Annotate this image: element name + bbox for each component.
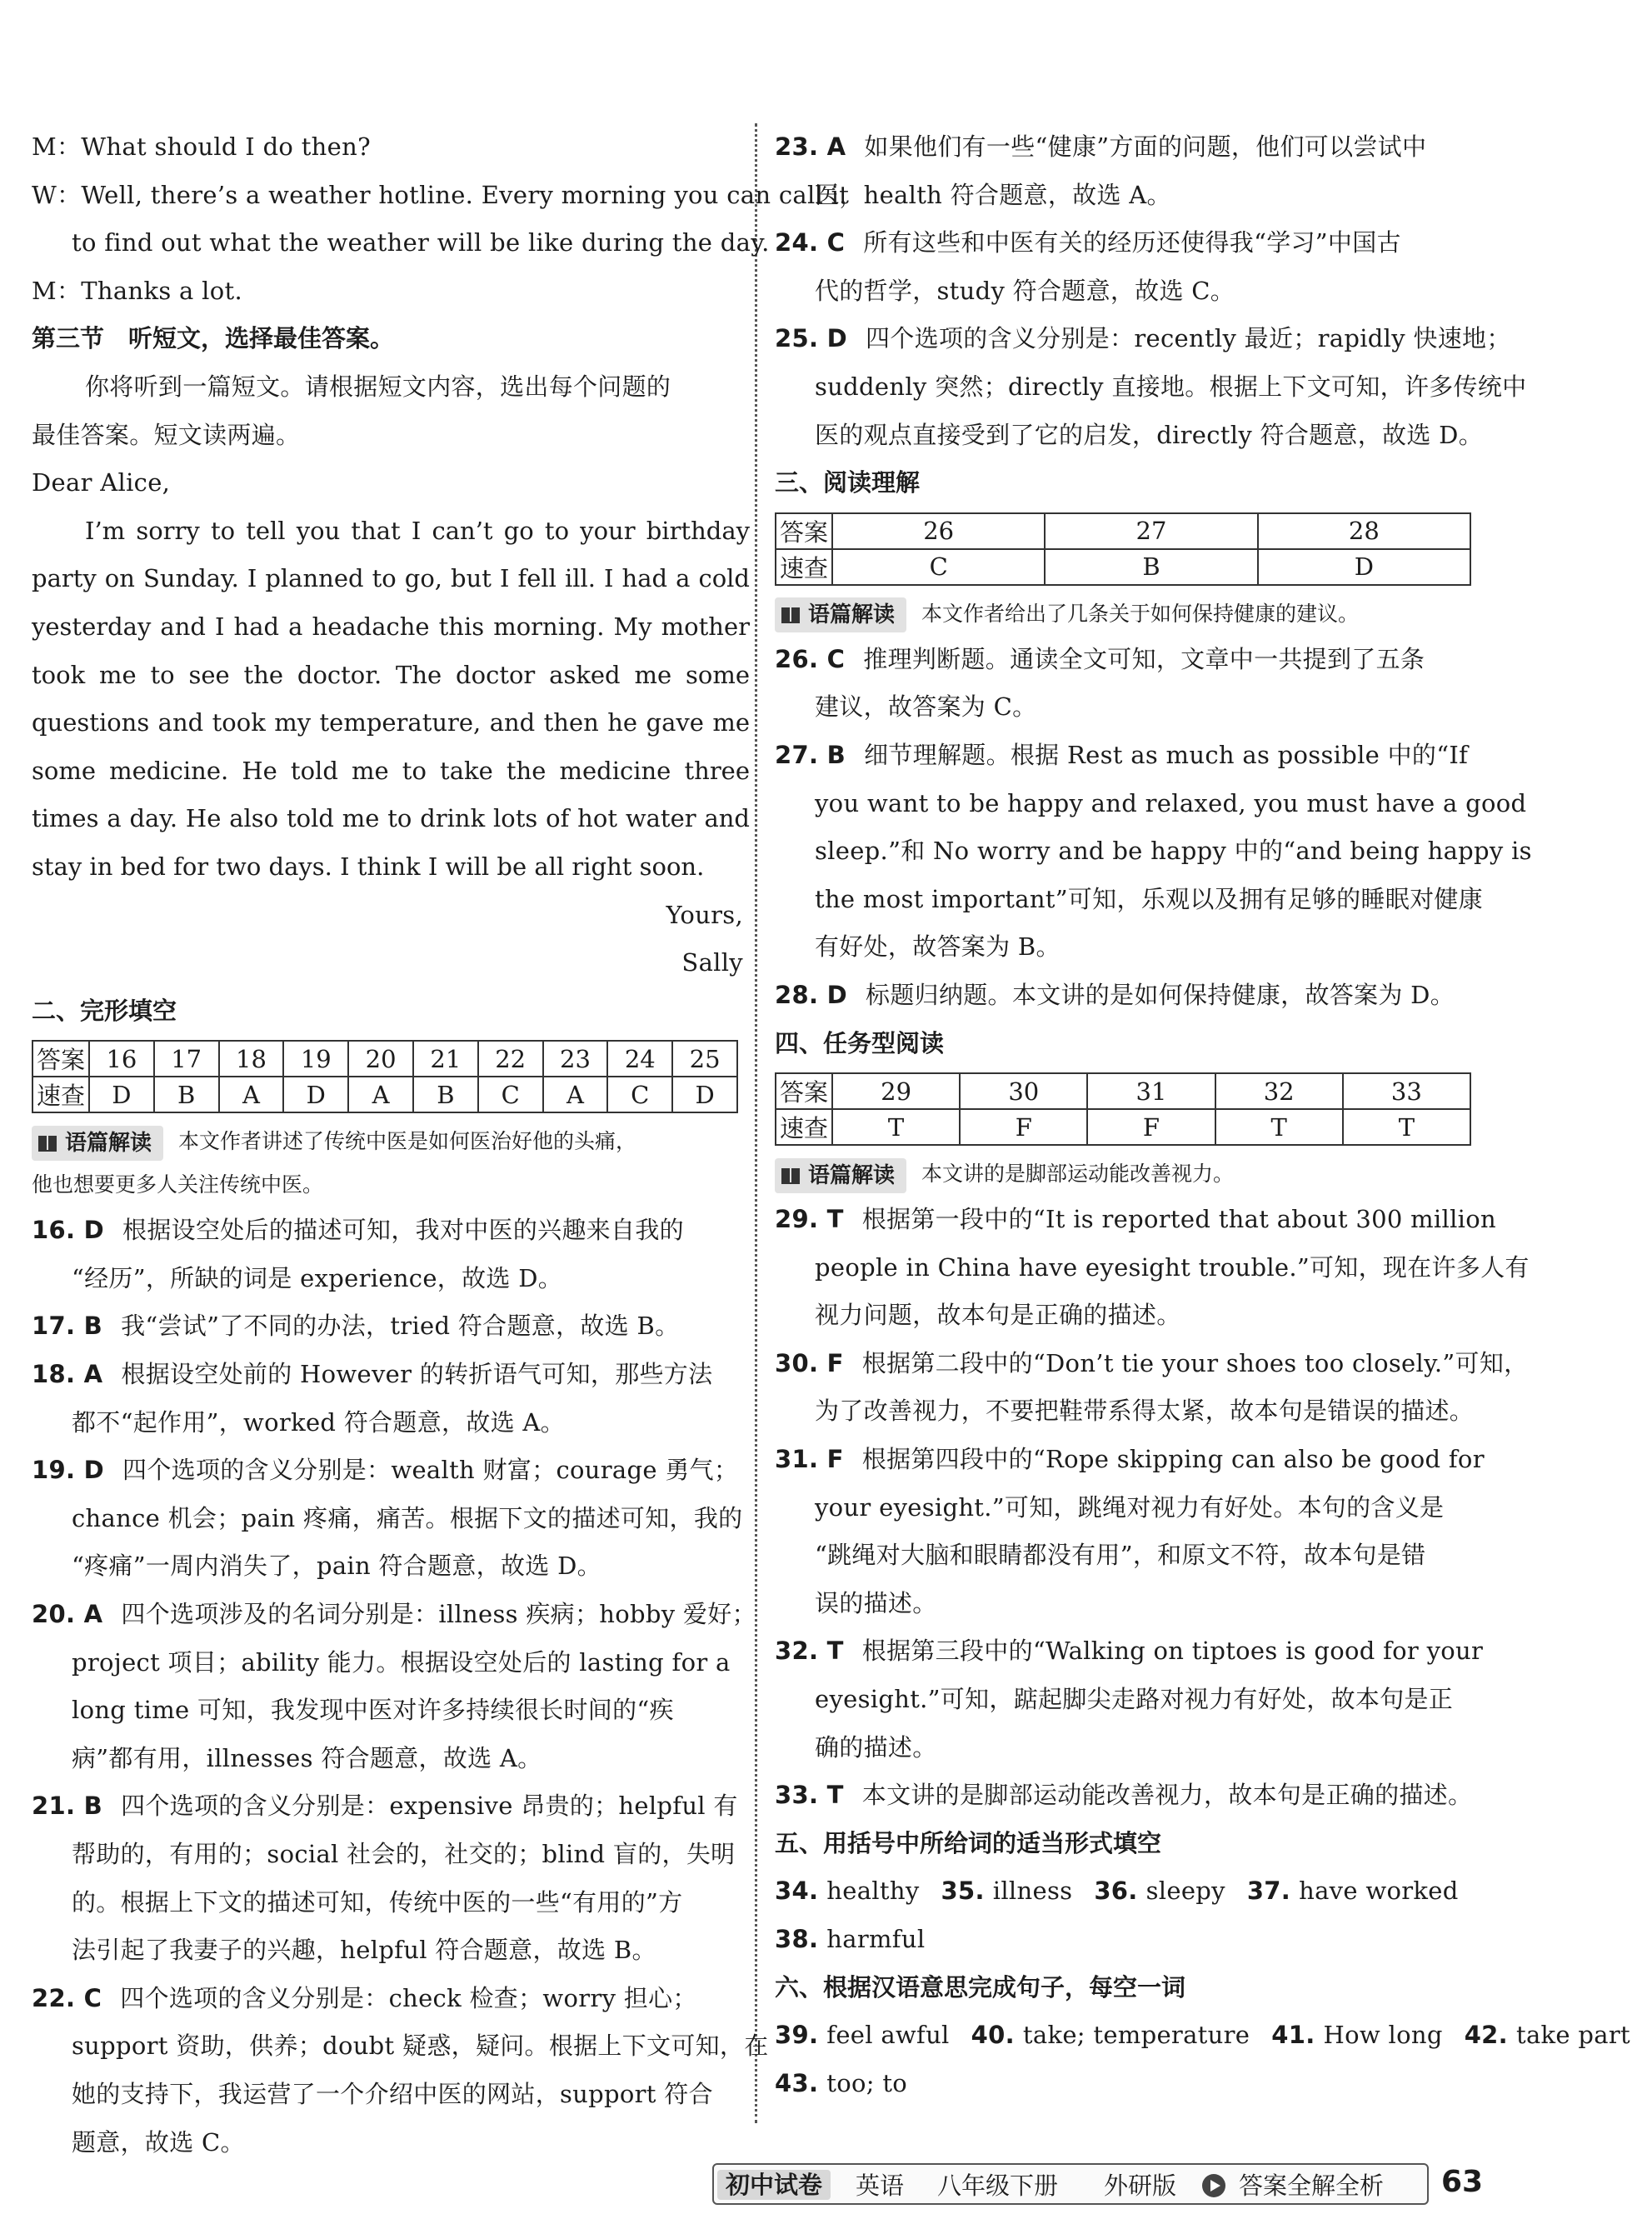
question-number-cell: 21 bbox=[413, 1041, 478, 1077]
explanation-line bbox=[32, 1782, 750, 1831]
question-number-cell: 22 bbox=[478, 1041, 543, 1077]
play-icon bbox=[1201, 2173, 1226, 2198]
answer-cell: F bbox=[1087, 1109, 1215, 1145]
short-answer bbox=[775, 2021, 950, 2049]
explanation-text: the most important”可知，乐观以及拥有足够的睡眠对健康 bbox=[815, 884, 1483, 913]
dialogue-line: M：What should I do then? bbox=[32, 132, 371, 161]
explanation-continuation bbox=[775, 267, 1488, 316]
explanation-text: 题意，故选 C。 bbox=[72, 2127, 245, 2157]
question-number: 39. bbox=[775, 2021, 819, 2050]
explanation-text: 帮助的，有用的；social 社会的，社交的；blind 盲的，失明 bbox=[72, 1840, 736, 1868]
explanation-continuation bbox=[32, 1255, 750, 1303]
question-number-cell: 33 bbox=[1343, 1073, 1470, 1109]
right-column bbox=[775, 123, 1630, 2107]
short-answer bbox=[1247, 1877, 1459, 1905]
footer-brand: 初中试卷 bbox=[717, 2170, 831, 2200]
question-number: 19. D bbox=[32, 1456, 105, 1485]
explanation-text: 本文讲的是脚部运动能改善视力，故本句是正确的描述。 bbox=[861, 1781, 1473, 1810]
question-number-cell: 23 bbox=[543, 1041, 608, 1077]
instruction-line: 最佳答案。短文读两遍。 bbox=[32, 420, 301, 449]
explanation-continuation bbox=[775, 1387, 1488, 1436]
translation-answers-line bbox=[775, 2012, 1630, 2060]
cloze-explanations bbox=[775, 123, 1527, 459]
answer-text: too; to bbox=[826, 2068, 908, 2097]
question-number: 27. B bbox=[775, 740, 846, 769]
explanation-text: 四个选项的含义分别是：expensive 昂贵的；helpful 有 bbox=[121, 1792, 738, 1821]
question-number: 35. bbox=[941, 1877, 985, 1906]
question-number-cell: 19 bbox=[283, 1041, 348, 1077]
question-number-cell: 25 bbox=[672, 1041, 737, 1077]
explanation-line bbox=[775, 1627, 1488, 1676]
reading-badge bbox=[32, 1126, 163, 1161]
table-header: 速查 bbox=[776, 1109, 832, 1145]
explanation-text: “跳绳对大脑和眼睛都没有用”，和原文不符，故本句是错 bbox=[815, 1541, 1426, 1570]
letter-greeting: Dear Alice, bbox=[32, 468, 171, 497]
explanation-continuation bbox=[775, 1580, 1488, 1628]
question-number: 33. T bbox=[775, 1781, 844, 1810]
explanation-continuation bbox=[775, 923, 1488, 972]
explanation-line bbox=[775, 636, 1488, 684]
table-header: 答案 bbox=[32, 1041, 89, 1077]
question-number-cell: 31 bbox=[1087, 1073, 1215, 1109]
explanation-text: 四个选项的含义分别是：wealth 财富；courage 勇气； bbox=[122, 1456, 739, 1485]
explanation-continuation bbox=[775, 1484, 1488, 1532]
explanation-line bbox=[32, 1975, 750, 2023]
question-number-cell: 20 bbox=[348, 1041, 413, 1077]
question-number: 36. bbox=[1094, 1877, 1138, 1906]
explanation-text: 法引起了我妻子的兴趣，helpful 符合题意，故选 B。 bbox=[72, 1936, 656, 1965]
explanation-continuation bbox=[775, 1292, 1488, 1340]
explanation-text: 医的观点直接受到了它的启发，directly 符合题意，故选 D。 bbox=[815, 420, 1484, 449]
question-number-cell: 30 bbox=[960, 1073, 1087, 1109]
reading-explanations bbox=[775, 636, 1532, 1020]
explanation-text: 四个选项的含义分别是：recently 最近；rapidly 快速地； bbox=[866, 324, 1511, 353]
answer-cell: B bbox=[413, 1077, 478, 1112]
reading-summary: 本文讲的是脚部运动能改善视力。 bbox=[921, 1162, 1235, 1187]
page-footer bbox=[712, 2162, 1554, 2205]
answer-cell: C bbox=[832, 549, 1045, 585]
section-heading: 五、用括号中所给词的适当形式填空 bbox=[775, 1828, 1162, 1857]
question-number: 43. bbox=[775, 2068, 819, 2097]
answer-cell: A bbox=[348, 1077, 413, 1112]
explanation-text: 她的支持下，我运营了一个介绍中医的网站，support 符合 bbox=[72, 2079, 713, 2108]
explanation-line bbox=[775, 123, 1488, 172]
section-heading: 三、阅读理解 bbox=[775, 468, 921, 497]
cloze-answer-table bbox=[32, 1040, 738, 1113]
explanation-text: 四个选项的含义分别是：check 检查；worry 担心； bbox=[120, 1983, 697, 2012]
reading-note bbox=[775, 592, 1488, 636]
question-number: 28. D bbox=[775, 980, 848, 1009]
question-number: 41. bbox=[1271, 2021, 1315, 2050]
question-number: 32. T bbox=[775, 1637, 844, 1666]
table-header: 答案 bbox=[776, 1073, 832, 1109]
book-icon bbox=[37, 1133, 58, 1153]
explanation-line bbox=[775, 219, 1488, 267]
question-number: 17. B bbox=[32, 1312, 103, 1341]
footer-edition: 外研版 bbox=[1104, 2172, 1177, 2200]
explanation-text: eyesight.”可知，踮起脚尖走路对视力有好处，故本句是正 bbox=[815, 1685, 1454, 1714]
explanation-continuation bbox=[775, 363, 1527, 412]
question-number: 25. D bbox=[775, 324, 848, 353]
reading-badge-label: 语篇解读 bbox=[65, 1130, 152, 1156]
explanation-continuation bbox=[775, 1676, 1488, 1724]
reading-note bbox=[32, 1120, 750, 1163]
explanation-text: 根据第四段中的“Rope skipping can also be good for bbox=[861, 1445, 1485, 1474]
task-answer-table bbox=[775, 1072, 1471, 1146]
question-number-cell: 16 bbox=[89, 1041, 154, 1077]
explanation-continuation bbox=[32, 1639, 750, 1687]
question-number-cell: 28 bbox=[1258, 513, 1470, 549]
explanation-text: sleep.”和 No worry and be happy 中的“and being happy is bbox=[815, 837, 1532, 866]
explanation-text: suddenly 突然；directly 直接地。根据上下文可知，许多传统中 bbox=[815, 372, 1527, 401]
explanation-continuation bbox=[32, 1927, 750, 1975]
question-number: 24. C bbox=[775, 228, 846, 257]
explanation-continuation bbox=[775, 172, 1488, 220]
explanation-continuation bbox=[775, 876, 1488, 924]
fill-answers-line bbox=[775, 1867, 1488, 1916]
question-number: 18. A bbox=[32, 1360, 103, 1389]
explanation-text: “疼痛”一周内消失了，pain 符合题意，故选 D。 bbox=[72, 1552, 601, 1581]
short-answer bbox=[1465, 2021, 1630, 2049]
explanation-continuation bbox=[32, 1399, 750, 1447]
question-number-cell: 18 bbox=[219, 1041, 284, 1077]
explanation-text: 建议，故答案为 C。 bbox=[815, 692, 1037, 722]
answer-text: have worked bbox=[1299, 1877, 1459, 1906]
answer-text: take part bbox=[1515, 2021, 1630, 2050]
question-number: 22. C bbox=[32, 1983, 102, 2012]
answer-cell: D bbox=[672, 1077, 737, 1112]
answer-text: take; temperature bbox=[1022, 2021, 1250, 2050]
footer-subject: 英语 bbox=[856, 2172, 905, 2200]
explanation-continuation bbox=[32, 1879, 750, 1927]
reading-badge-label: 语篇解读 bbox=[808, 1162, 896, 1188]
explanation-text: 四个选项涉及的名词分别是：illness 疾病；hobby 爱好； bbox=[121, 1600, 756, 1629]
explanation-text: 的。根据上下文的描述可知，传统中医的一些“有用的”方 bbox=[72, 1887, 683, 1917]
answer-cell: C bbox=[607, 1077, 672, 1112]
explanation-line bbox=[32, 1302, 750, 1351]
footer-title: 答案全解全析 bbox=[1239, 2172, 1385, 2200]
letter-signature: Sally bbox=[681, 948, 743, 977]
explanation-text: 根据设空处后的描述可知，我对中医的兴趣来自我的 bbox=[122, 1216, 684, 1245]
question-number: 40. bbox=[971, 2021, 1015, 2050]
explanation-text: 视力问题，故本句是正确的描述。 bbox=[815, 1301, 1181, 1330]
book-icon bbox=[780, 605, 801, 625]
question-number-cell: 17 bbox=[154, 1041, 219, 1077]
short-answer bbox=[941, 1877, 1073, 1905]
section-heading: 四、任务型阅读 bbox=[775, 1028, 945, 1057]
book-icon bbox=[780, 1166, 801, 1186]
explanation-line bbox=[32, 1447, 750, 1495]
explanation-continuation bbox=[775, 780, 1527, 828]
dialogue-line: W：Well, there’s a weather hotline. Every morning you can call it bbox=[32, 180, 850, 209]
answer-cell: D bbox=[283, 1077, 348, 1112]
explanation-text: “经历”，所缺的词是 experience，故选 D。 bbox=[72, 1263, 563, 1292]
answer-text: How long bbox=[1323, 2021, 1443, 2050]
short-answer bbox=[775, 2069, 907, 2097]
question-number: 37. bbox=[1246, 1877, 1291, 1906]
question-number: 23. A bbox=[775, 132, 846, 161]
explanation-text: 推理判断题。通读全文可知，文章中一共提到了五条 bbox=[863, 644, 1425, 673]
reading-badge-label: 语篇解读 bbox=[808, 602, 896, 628]
explanation-line bbox=[32, 1591, 756, 1639]
translation-answers-line bbox=[775, 2060, 1488, 2108]
explanation-line bbox=[775, 1772, 1488, 1820]
letter-body: I’m sorry to tell you that I can’t go to your birthday party on Sunday. I planned to go, but I fell ill. I had a cold yesterday and I had a headache this morning. My mother took me to see the doctor. The doctor asked me some questions and took my temperature, and then he gave me some medicine. He told me to take the medicine three times a day. He also told me to drink lots of hot water and stay in bed for two days. I think I will be all right soon. bbox=[32, 516, 750, 881]
explanation-continuation bbox=[32, 2022, 769, 2071]
answer-cell: D bbox=[89, 1077, 154, 1112]
explanation-text: 标题归纳题。本文讲的是如何保持健康，故答案为 D。 bbox=[866, 980, 1455, 1009]
question-number: 30. F bbox=[775, 1348, 844, 1377]
explanation-line bbox=[775, 732, 1488, 780]
answer-text: healthy bbox=[826, 1877, 920, 1906]
explanation-text: 根据第三段中的“Walking on tiptoes is good for your bbox=[861, 1637, 1484, 1666]
explanation-continuation bbox=[775, 412, 1488, 460]
explanation-text: 所有这些和中医有关的经历还使得我“学习”中国古 bbox=[863, 228, 1401, 257]
explanation-line bbox=[32, 1207, 750, 1255]
explanation-line bbox=[775, 1340, 1529, 1388]
answer-cell: C bbox=[478, 1077, 543, 1112]
explanation-continuation bbox=[32, 1831, 750, 1879]
explanation-line bbox=[775, 1196, 1496, 1244]
explanation-text: 根据第二段中的“Don’t tie your shoes too closely.”可知， bbox=[861, 1348, 1529, 1377]
explanation-continuation bbox=[32, 1542, 750, 1591]
explanation-text: 如果他们有一些“健康”方面的问题，他们可以尝试中 bbox=[864, 132, 1427, 161]
explanation-text: 代的哲学，study 符合题意，故选 C。 bbox=[815, 276, 1235, 305]
instruction-line: 你将听到一篇短文。请根据短文内容，选出每个问题的 bbox=[85, 372, 671, 401]
question-number: 31. F bbox=[775, 1445, 844, 1474]
answer-text: illness bbox=[992, 1877, 1073, 1906]
question-number: 21. B bbox=[32, 1792, 103, 1821]
explanation-line bbox=[775, 972, 1488, 1020]
explanation-text: chance 机会；pain 疼痛，痛苦。根据下文的描述可知，我的 bbox=[72, 1503, 743, 1532]
explanation-text: 根据设空处前的 However 的转折语气可知，那些方法 bbox=[121, 1360, 713, 1389]
section-heading: 六、根据汉语意思完成句子，每空一词 bbox=[775, 1972, 1186, 2002]
answer-cell: T bbox=[1215, 1109, 1343, 1145]
answer-cell: F bbox=[960, 1109, 1087, 1145]
reading-note bbox=[775, 1152, 1488, 1196]
cloze-explanations bbox=[32, 1207, 769, 2167]
table-header: 答案 bbox=[776, 513, 832, 549]
explanation-text: 确的描述。 bbox=[815, 1732, 937, 1762]
explanation-text: 医，health 符合题意，故选 A。 bbox=[815, 180, 1171, 209]
explanation-text: 细节理解题。根据 Rest as much as possible 中的“If bbox=[864, 740, 1469, 769]
reading-summary: 本文作者讲述了传统中医是如何医治好他的头痛， bbox=[178, 1129, 637, 1154]
reading-badge bbox=[775, 597, 906, 632]
explanation-text: long time 可知，我发现中医对许多持续很长时间的“疾 bbox=[72, 1696, 674, 1725]
question-number: 34. bbox=[775, 1877, 819, 1906]
explanation-text: 误的描述。 bbox=[815, 1588, 937, 1617]
section-heading: 第三节 听短文，选择最佳答案。 bbox=[32, 324, 395, 353]
explanation-text: 都不“起作用”，worked 符合题意，故选 A。 bbox=[72, 1407, 565, 1437]
explanation-line bbox=[775, 315, 1511, 363]
reading-badge bbox=[775, 1158, 906, 1193]
answer-cell: A bbox=[543, 1077, 608, 1112]
page-number: 63 bbox=[1441, 2165, 1484, 2199]
explanation-line bbox=[775, 1436, 1488, 1484]
footer-bar bbox=[712, 2163, 1429, 2205]
explanation-continuation bbox=[775, 1244, 1530, 1292]
question-number: 38. bbox=[775, 1925, 819, 1953]
explanation-continuation bbox=[775, 827, 1532, 876]
question-number: 42. bbox=[1464, 2021, 1508, 2050]
question-number-cell: 32 bbox=[1215, 1073, 1343, 1109]
task-explanations bbox=[775, 1196, 1530, 1820]
reading-summary: 他也想要更多人关注传统中医。 bbox=[32, 1172, 324, 1197]
explanation-continuation bbox=[775, 683, 1488, 732]
dialogue-line: M：Thanks a lot. bbox=[32, 276, 242, 305]
table-header: 速查 bbox=[32, 1077, 89, 1112]
question-number: 26. C bbox=[775, 644, 846, 673]
footer-grade: 八年级下册 bbox=[937, 2172, 1059, 2200]
column-divider bbox=[755, 123, 757, 2123]
explanation-text: 根据第一段中的“It is reported that about 300 million bbox=[861, 1205, 1496, 1234]
fill-answers-line bbox=[775, 1916, 1488, 1964]
question-number-cell: 29 bbox=[832, 1073, 960, 1109]
question-number-cell: 27 bbox=[1045, 513, 1257, 549]
short-answer bbox=[775, 1925, 925, 1953]
question-number-cell: 24 bbox=[607, 1041, 672, 1077]
explanation-continuation bbox=[775, 1532, 1488, 1580]
explanation-continuation bbox=[32, 1735, 750, 1783]
answer-cell: D bbox=[1258, 549, 1470, 585]
explanation-text: 有好处，故答案为 B。 bbox=[815, 932, 1061, 962]
explanation-continuation bbox=[32, 1495, 750, 1543]
answer-cell: A bbox=[219, 1077, 284, 1112]
answer-text: feel awful bbox=[826, 2021, 950, 2050]
reading-answer-table bbox=[775, 512, 1471, 586]
answer-cell: B bbox=[1045, 549, 1257, 585]
question-number: 20. A bbox=[32, 1600, 103, 1629]
answer-cell: T bbox=[832, 1109, 960, 1145]
letter-closing: Yours, bbox=[666, 900, 743, 929]
short-answer bbox=[971, 2021, 1250, 2049]
explanation-line bbox=[32, 1351, 750, 1399]
section-heading: 二、完形填空 bbox=[32, 996, 177, 1025]
table-header: 速查 bbox=[776, 549, 832, 585]
question-number: 16. D bbox=[32, 1216, 105, 1245]
explanation-continuation bbox=[32, 2119, 750, 2167]
reading-summary: 本文作者给出了几条关于如何保持健康的建议。 bbox=[921, 601, 1360, 626]
answer-cell: T bbox=[1343, 1109, 1470, 1145]
explanation-text: 为了改善视力，不要把鞋带系得太紧，故本句是错误的描述。 bbox=[815, 1397, 1475, 1426]
explanation-continuation bbox=[775, 1724, 1488, 1772]
explanation-text: 病”都有用，illnesses 符合题意，故选 A。 bbox=[72, 1743, 542, 1772]
dialogue-line: to find out what the weather will be like during the day. bbox=[72, 228, 770, 257]
short-answer bbox=[775, 1877, 920, 1905]
short-answer bbox=[1094, 1877, 1225, 1905]
question-number: 29. T bbox=[775, 1205, 844, 1234]
question-number-cell: 26 bbox=[832, 513, 1045, 549]
explanation-text: people in China have eyesight trouble.”可知，现在许多人有 bbox=[815, 1252, 1530, 1282]
answer-cell: B bbox=[154, 1077, 219, 1112]
explanation-continuation bbox=[32, 2071, 750, 2119]
explanation-continuation bbox=[32, 1687, 750, 1735]
answer-text: harmful bbox=[826, 1925, 926, 1953]
answer-text: sleepy bbox=[1145, 1877, 1225, 1906]
explanation-text: your eyesight.”可知，跳绳对视力有好处。本句的含义是 bbox=[815, 1492, 1445, 1522]
explanation-text: support 资助，供养；doubt 疑惑，疑问。根据上下文可知，在 bbox=[72, 2032, 769, 2061]
short-answer bbox=[1271, 2021, 1442, 2049]
explanation-text: project 项目；ability 能力。根据设空处后的 lasting for a bbox=[72, 1647, 731, 1677]
explanation-text: you want to be happy and relaxed, you must have a good bbox=[815, 788, 1527, 817]
explanation-text: 我“尝试”了不同的办法，tried 符合题意，故选 B。 bbox=[121, 1312, 680, 1341]
